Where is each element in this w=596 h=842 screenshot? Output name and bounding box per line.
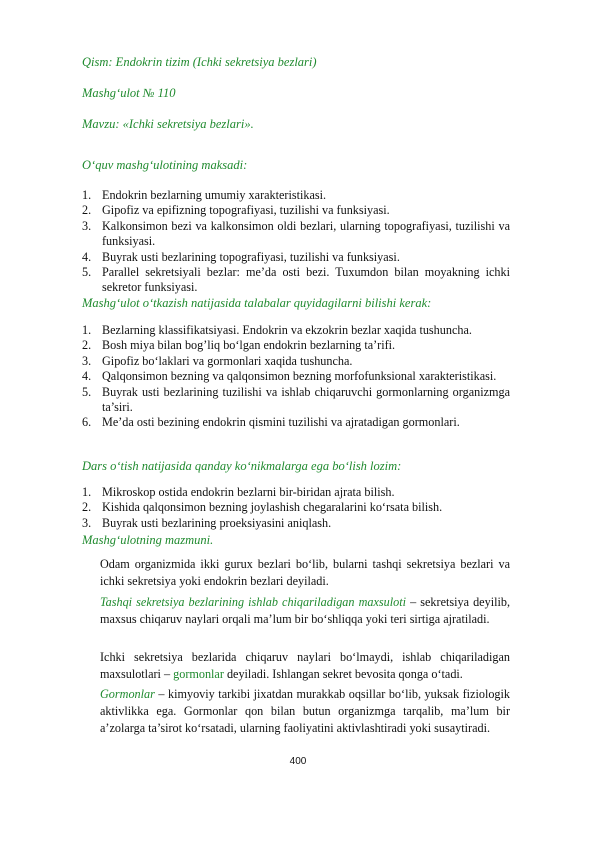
- goals-list: [82, 188, 510, 296]
- paragraph-hormones: Gormonlar – kimyoviy tarkibi jixatdan murakkab oqsillar bo‘lib, yuksak fiziologik aktivlikka ega. Gormonlar qon bilan butun organizmga tarqalib, ma’lum bir a’zolarga ta’sirot ko‘rsatadi, ularning faoliyatini aktivlashtiradi yoki susaytiradi.: [100, 687, 510, 735]
- topic-title: Mavzu: «Ichki sekretsiya bezlari».: [82, 117, 254, 131]
- term-exocrine: Tashqi sekretsiya bezlarining ishlab chiqariladigan maxsuloti: [100, 595, 406, 609]
- list-item: 1. Mikroskop ostida endokrin bezlarni bir-biridan ajrata bilish.: [82, 485, 395, 499]
- list-item: 1. Bezlarning klassifikatsiyasi. Endokrin va ekzokrin bezlar xaqida tushuncha.: [82, 323, 472, 337]
- list-item: 4. Buyrak usti bezlarining topografiyasi, tuzilishi va funksiyasi.: [82, 249, 400, 264]
- paragraph-endocrine: Ichki sekretsiya bezlarida chiqaruv naylari bo‘lmaydi, ishlab chiqariladigan maxsulotlari – gormonlar deyiladi. Ishlangan sekret bevosita qonga o‘tadi.: [100, 650, 510, 681]
- knowledge-heading: Mashg‘ulot o‘tkazish natijasida talabalar quyidagilarni bilishi kerak:: [82, 296, 432, 310]
- term-hormones-def: Gormonlar: [100, 687, 155, 701]
- paragraph-exocrine: Tashqi sekretsiya bezlarining ishlab chiqariladigan maxsuloti – sekretsiya deyilib, maxsus chiqaruv naylari orqali ma’lum bir bo‘shliqqa yoki teri sirtiga ajratiladi.: [100, 595, 510, 626]
- list-item: 5. Parallel sekretsiyali bezlar: me’da osti bezi. Tuxumdon bilan moyakning ichki sekretor funksiyasi.: [82, 265, 510, 295]
- section-title: Qism: Endokrin tizim (Ichki sekretsiya bezlari): [82, 55, 317, 69]
- list-item: 5. Buyrak usti bezlarining tuzilishi va ishlab chiqaruvchi gormonlarning organizmga ta’siri.: [82, 384, 510, 415]
- list-item: 2. Bosh miya bilan bog’liq bo‘lgan endokrin bezlarning ta’rifi.: [82, 338, 396, 353]
- content-heading: Mashg‘ulotning mazmuni.: [82, 533, 214, 547]
- knowledge-list: [82, 323, 510, 431]
- paragraph-intro: Odam organizmida ikki gurux bezlari bo‘lib, bularni tashqi sekretsiya bezlari va ichki sekretsiya yoki endokrin bezlari deyiladi.: [100, 557, 510, 588]
- skills-heading: Dars o‘tish natijasida qanday ko‘nikmalarga ega bo‘lish lozim:: [82, 459, 402, 473]
- list-item: 4. Qalqonsimon bezning va qalqonsimon bezning morfofunksional xarakteristikasi.: [82, 369, 497, 384]
- skills-list: [82, 485, 510, 531]
- list-item: 3. Gipofiz bo‘laklari va gormonlari xaqida tushuncha.: [82, 353, 353, 368]
- list-item: 3. Kalkonsimon bezi va kalkonsimon oldi bezlari, ularning topografiyasi, tuzilishi va funksiyasi.: [82, 218, 510, 249]
- list-item: 6. Me’da osti bezining endokrin qismini tuzilishi va ajratadigan gormonlari.: [82, 415, 460, 430]
- list-item: 1. Endokrin bezlarning umumiy xarakteristikasi.: [82, 188, 327, 202]
- page-number: 400: [289, 756, 307, 767]
- lesson-number: Mashg‘ulot № 110: [82, 86, 176, 100]
- term-hormones: gormonlar: [173, 667, 224, 681]
- goals-heading: O‘quv mashg‘ulotining maksadi:: [82, 158, 248, 172]
- list-item: 2. Kishida qalqonsimon bezning joylashish chegaralarini ko‘rsata bilish.: [82, 500, 443, 515]
- list-item: 3. Buyrak usti bezlarining proeksiyasini aniqlash.: [82, 515, 332, 530]
- list-item: 2. Gipofiz va epifizning topografiyasi, tuzilishi va funksiyasi.: [82, 203, 390, 218]
